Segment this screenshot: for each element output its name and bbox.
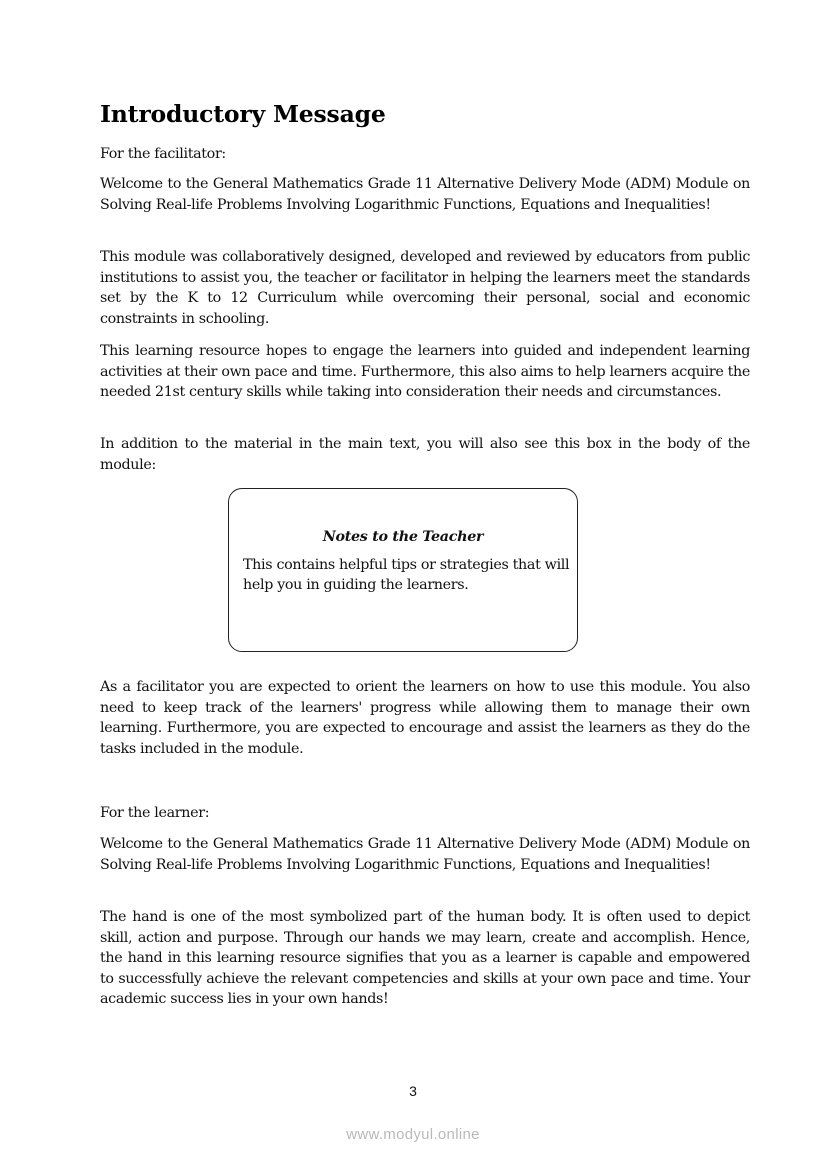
module-design-paragraph: This module was collaboratively designed, developed and reviewed by educators from public institutions to assist you, the teacher or facilitator in helping the learners meet the standards set by the K to 12 Curriculum while overcoming their personal, social and economic constraints in schooling. [100, 249, 750, 327]
page-title: Introductory Message [100, 100, 386, 128]
box-intro-paragraph: In addition to the material in the main text, you will also see this box in the body of the module: [100, 436, 750, 473]
learner-label: For the learner: [100, 805, 210, 821]
facilitator-welcome-paragraph: Welcome to the General Mathematics Grade 11 Alternative Delivery Mode (ADM) Module on Solving Real-life Problems Involving Logarithmic Functions, Equations and Inequalities! [100, 176, 750, 213]
notes-box-body: This contains helpful tips or strategies that will help you in guiding the learners. [243, 557, 570, 593]
facilitator-label: For the facilitator: [100, 146, 226, 162]
learner-welcome-paragraph: Welcome to the General Mathematics Grade 11 Alternative Delivery Mode (ADM) Module on Solving Real-life Problems Involving Logarithmic Functions, Equations and Inequalities! [100, 836, 750, 873]
facilitator-closing-paragraph: As a facilitator you are expected to orient the learners on how to use this module. You also need to keep track of the learners' progress while allowing them to manage their own learning. Furthermore, you are expected to encourage and assist the learners as they do the tasks included in the module. [100, 679, 750, 757]
page-number: 3 [409, 1083, 417, 1099]
notes-box-title: Notes to the Teacher [322, 529, 484, 545]
learning-resource-paragraph: This learning resource hopes to engage the learners into guided and independent learning activities at their own pace and time. Furthermore, this also aims to help learners acquire the needed 21st century skills while taking into consideration their needs and circumstances. [100, 343, 750, 400]
notes-to-teacher-box [228, 488, 578, 652]
hand-symbol-paragraph: The hand is one of the most symbolized part of the human body. It is often used to depict skill, action and purpose. Through our hands we may learn, create and accomplish. Hence, the hand in this learning resource signifies that you as a learner is capable and empowered to successfully achieve the relevant competencies and skills at your own pace and time. Your academic success lies in your own hands! [100, 909, 750, 1007]
watermark: www.modyul.online [346, 1126, 480, 1143]
